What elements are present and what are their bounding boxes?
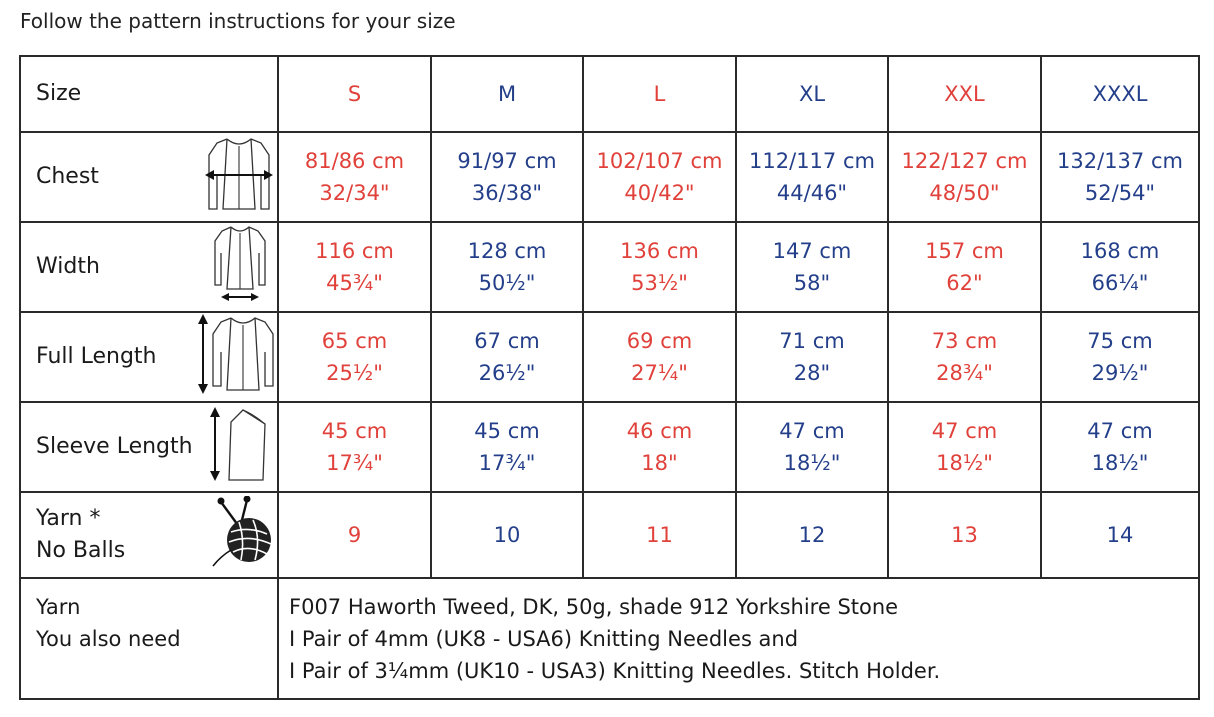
- yarn-balls-s: 9: [278, 492, 431, 578]
- yarn-balls-m: 10: [431, 492, 583, 578]
- requirements-info-cell: [278, 578, 1199, 699]
- sleeve-length-l: [583, 402, 736, 492]
- size-label: Size: [36, 81, 82, 106]
- full-length-s: [278, 312, 431, 402]
- sleeve-length-xl-in: 18½": [783, 451, 841, 475]
- size-header-cell: [20, 56, 278, 132]
- chest-label-cell: [20, 132, 278, 222]
- yarn-balls-xxxl: 14: [1041, 492, 1199, 578]
- yarn-balls-xxl: 13: [888, 492, 1041, 578]
- sleeve-length-xl: [736, 402, 888, 492]
- sleeve-length-s-cm: 45 cm: [321, 419, 388, 443]
- chest-xl-in: 44/46": [776, 181, 848, 205]
- full-length-label-cell: [20, 312, 278, 402]
- full-length-xxl-in: 28¾": [936, 361, 993, 385]
- requirements-label-yarn: Yarn: [36, 594, 81, 619]
- width-label-cell: [20, 222, 278, 312]
- sweater-chest-icon: [203, 135, 275, 219]
- full-length-row: [20, 312, 1199, 402]
- full-length-m-in: 26½": [478, 361, 536, 385]
- intro-text: Follow the pattern instructions for your size: [20, 9, 456, 33]
- width-row: [20, 222, 1199, 312]
- width-xxxl: [1041, 222, 1199, 312]
- full-length-l-cm: 69 cm: [626, 329, 693, 353]
- width-xxl-cm: 157 cm: [925, 239, 1004, 263]
- width-l: [583, 222, 736, 312]
- yarn-balls-label-cell: [20, 492, 278, 578]
- width-xxxl-cm: 168 cm: [1080, 239, 1160, 263]
- full-length-xl: [736, 312, 888, 402]
- size-s: S: [278, 56, 431, 132]
- width-l-cm: 136 cm: [620, 239, 699, 263]
- sleeve-length-s-in: 17¾": [326, 451, 383, 475]
- chest-s-cm: 81/86 cm: [304, 149, 405, 173]
- sleeve-length-s: [278, 402, 431, 492]
- requirements-yarn-line: F007 Haworth Tweed, DK, 50g, shade 912 Yorkshire Stone: [289, 594, 899, 619]
- size-chart-table: [19, 55, 1200, 700]
- size-l: L: [583, 56, 736, 132]
- sleeve-length-m-in: 17¾": [478, 451, 536, 475]
- sweater-length-icon: [195, 312, 275, 402]
- width-m: [431, 222, 583, 312]
- chest-xxxl-in: 52/54": [1084, 181, 1156, 205]
- chest-l-cm: 102/107 cm: [596, 149, 723, 173]
- full-length-label: Full Length: [36, 344, 157, 369]
- sleeve-length-xl-cm: 47 cm: [779, 419, 845, 443]
- chest-xxxl-cm: 132/137 cm: [1057, 149, 1183, 173]
- width-m-in: 50½": [478, 271, 536, 295]
- size-xl: XL: [736, 56, 888, 132]
- yarn-balls-row: [20, 492, 1199, 578]
- chest-s-in: 32/34": [319, 181, 390, 205]
- width-xxl: [888, 222, 1041, 312]
- chest-xxl-cm: 122/127 cm: [901, 149, 1028, 173]
- full-length-xxxl: [1041, 312, 1199, 402]
- sleeve-length-xxl-in: 18½": [936, 451, 993, 475]
- width-xl-cm: 147 cm: [772, 239, 852, 263]
- full-length-s-cm: 65 cm: [321, 329, 388, 353]
- sleeve-length-l-cm: 46 cm: [626, 419, 693, 443]
- chest-l: [583, 132, 736, 222]
- size-xxxl: XXXL: [1041, 56, 1199, 132]
- sleeve-length-label: Sleeve Length: [36, 434, 193, 459]
- chest-s: [278, 132, 431, 222]
- chest-label: Chest: [36, 164, 99, 189]
- sleeve-length-m: [431, 402, 583, 492]
- width-xxl-in: 62": [946, 271, 983, 295]
- chest-xxxl: [1041, 132, 1199, 222]
- full-length-xxl: [888, 312, 1041, 402]
- size-m: M: [431, 56, 583, 132]
- chest-m-cm: 91/97 cm: [457, 149, 557, 173]
- size-xxl: XXL: [888, 56, 1041, 132]
- full-length-s-in: 25½": [326, 361, 383, 385]
- requirements-label-cell: [20, 578, 278, 699]
- width-label: Width: [36, 254, 100, 279]
- width-m-cm: 128 cm: [467, 239, 547, 263]
- sleeve-length-row: [20, 402, 1199, 492]
- width-s: [278, 222, 431, 312]
- chest-m-in: 36/38": [471, 181, 543, 205]
- chest-l-in: 40/42": [624, 181, 695, 205]
- full-length-xxxl-cm: 75 cm: [1087, 329, 1153, 353]
- width-s-cm: 116 cm: [315, 239, 394, 263]
- full-length-l: [583, 312, 736, 402]
- sleeve-length-xxxl: [1041, 402, 1199, 492]
- chest-xl: [736, 132, 888, 222]
- size-header-row: [20, 56, 1199, 132]
- sleeve-length-xxl: [888, 402, 1041, 492]
- full-length-m-cm: 67 cm: [474, 329, 540, 353]
- width-xxxl-in: 66¼": [1091, 271, 1149, 295]
- chest-xl-cm: 112/117 cm: [749, 149, 875, 173]
- requirements-row: [20, 578, 1199, 699]
- full-length-xxl-cm: 73 cm: [931, 329, 998, 353]
- sleeve-length-icon: [207, 404, 269, 490]
- full-length-xl-cm: 71 cm: [779, 329, 845, 353]
- full-length-xxxl-in: 29½": [1091, 361, 1149, 385]
- yarn-balls-l: 11: [583, 492, 736, 578]
- sweater-width-icon: [209, 223, 271, 311]
- sleeve-length-l-in: 18": [641, 451, 678, 475]
- full-length-xl-in: 28": [793, 361, 831, 385]
- chest-xxl: [888, 132, 1041, 222]
- width-s-in: 45¾": [326, 271, 383, 295]
- full-length-l-in: 27¼": [631, 361, 688, 385]
- sleeve-length-label-cell: [20, 402, 278, 492]
- sleeve-length-xxxl-in: 18½": [1091, 451, 1149, 475]
- chest-row: [20, 132, 1199, 222]
- chest-xxl-in: 48/50": [929, 181, 1000, 205]
- yarn-ball-needles-icon: [209, 496, 275, 574]
- yarn-balls-label: [36, 503, 125, 567]
- yarn-label-line1: Yarn *: [36, 506, 101, 531]
- width-xl: [736, 222, 888, 312]
- width-xl-in: 58": [793, 271, 831, 295]
- sleeve-length-m-cm: 45 cm: [474, 419, 540, 443]
- yarn-balls-xl: 12: [736, 492, 888, 578]
- requirements-needles-line-1: I Pair of 4mm (UK8 - USA6) Knitting Needles and: [289, 626, 799, 651]
- requirements-label-also-need: You also need: [36, 626, 181, 651]
- sleeve-length-xxl-cm: 47 cm: [931, 419, 998, 443]
- chest-m: [431, 132, 583, 222]
- sleeve-length-xxxl-cm: 47 cm: [1087, 419, 1153, 443]
- full-length-m: [431, 312, 583, 402]
- requirements-needles-line-2: I Pair of 3¼mm (UK10 - USA3) Knitting Needles. Stitch Holder.: [289, 658, 941, 683]
- yarn-label-line2: No Balls: [36, 538, 126, 563]
- width-l-in: 53½": [631, 271, 688, 295]
